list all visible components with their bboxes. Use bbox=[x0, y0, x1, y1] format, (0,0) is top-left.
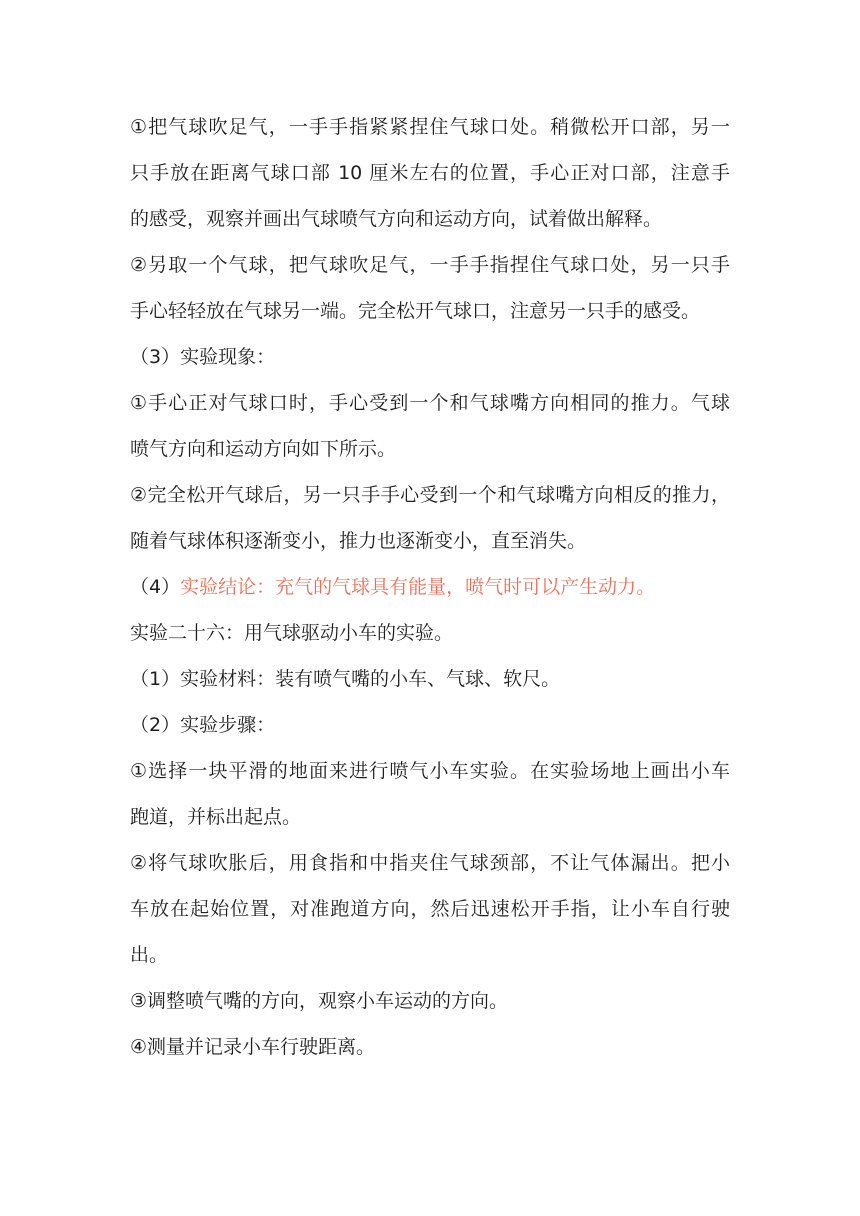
paragraph-line: 的感受，观察并画出气球喷气方向和运动方向，试着做出解释。 bbox=[130, 208, 663, 230]
conclusion-highlight: 实验结论：充气的气球具有能量，喷气时可以产生动力。 bbox=[180, 576, 656, 598]
experiment-title: 实验二十六：用气球驱动小车的实验。 bbox=[130, 622, 454, 644]
paragraph-line: ④测量并记录小车行驶距离。 bbox=[130, 1036, 376, 1058]
section-heading: （1）实验材料：装有喷气嘴的小车、气球、软尺。 bbox=[130, 668, 561, 690]
paragraph-line: 喷气方向和运动方向如下所示。 bbox=[130, 438, 397, 460]
paragraph-line: ②完全松开气球后，另一只手手心受到一个和气球嘴方向相反的推力， bbox=[130, 484, 730, 506]
paragraph-line: ①把气球吹足气，一手手指紧紧捏住气球口处。稍微松开口部，另一 bbox=[130, 116, 730, 138]
paragraph-line: ②将气球吹胀后，用食指和中指夹住气球颈部，不让气体漏出。把小 bbox=[130, 852, 730, 874]
paragraph-line: ①手心正对气球口时，手心受到一个和气球嘴方向相同的推力。气球 bbox=[130, 392, 730, 414]
section-heading: （2）实验步骤： bbox=[130, 714, 276, 736]
conclusion-prefix: （4） bbox=[130, 576, 181, 598]
paragraph-line: 随着气球体积逐渐变小，推力也逐渐变小，直至消失。 bbox=[130, 530, 587, 552]
paragraph-line: 跑道，并标出起点。 bbox=[130, 806, 302, 828]
paragraph-line: ①选择一块平滑的地面来进行喷气小车实验。在实验场地上画出小车 bbox=[130, 760, 730, 782]
paragraph-line: 手心轻轻放在气球另一端。完全松开气球口，注意另一只手的感受。 bbox=[130, 300, 701, 322]
paragraph-line: 只手放在距离气球口部 10 厘米左右的位置，手心正对口部，注意手 bbox=[130, 162, 730, 184]
conclusion-line bbox=[130, 575, 730, 599]
paragraph-line: ②另取一个气球，把气球吹足气，一手手指捏住气球口处，另一只手 bbox=[130, 254, 730, 276]
paragraph-line: ③调整喷气嘴的方向，观察小车运动的方向。 bbox=[130, 990, 509, 1012]
paragraph-line: 车放在起始位置，对准跑道方向，然后迅速松开手指，让小车自行驶 bbox=[130, 898, 730, 920]
section-heading: （3）实验现象： bbox=[130, 346, 276, 368]
paragraph-line: 出。 bbox=[130, 944, 169, 966]
